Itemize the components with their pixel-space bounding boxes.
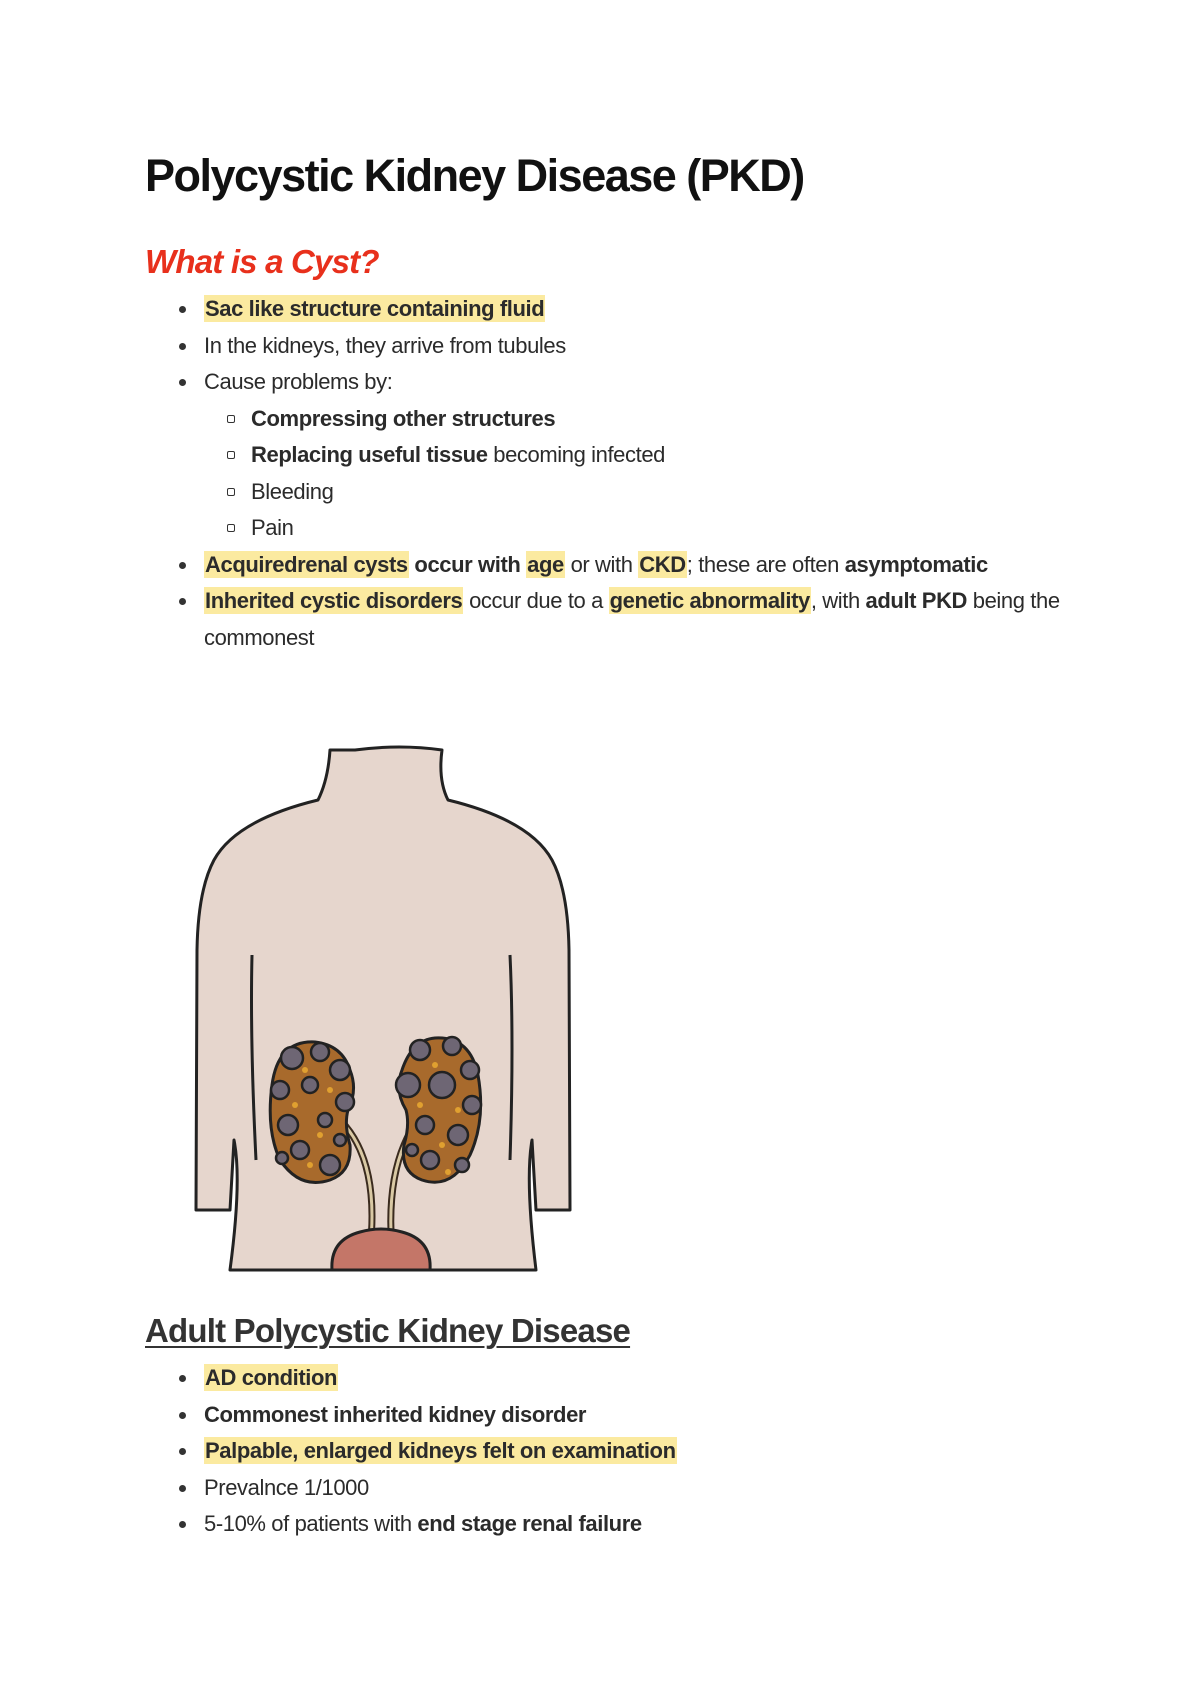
torso-kidney-illustration <box>180 740 620 1280</box>
section-heading-adult-pkd: Adult Polycystic Kidney Disease <box>145 1312 631 1349</box>
list-item: Commonest inherited kidney disorder <box>204 1397 1064 1434</box>
list-item: 5-10% of patients with end stage renal failure <box>204 1506 1064 1543</box>
sub-list-item: Compressing other structures <box>251 401 1064 438</box>
list-item: Sac like structure containing fluid <box>204 291 1064 328</box>
list-item: In the kidneys, they arrive from tubules <box>204 328 1064 365</box>
cyst-bullet-list <box>204 291 1064 656</box>
section-heading-cyst: What is a Cyst? <box>145 243 379 280</box>
list-item: Prevalnce 1/1000 <box>204 1470 1064 1507</box>
page-title: Polycystic Kidney Disease (PKD) <box>145 150 804 201</box>
sub-list-item: Replacing useful tissue becoming infected <box>251 437 1064 474</box>
sub-list-item: Bleeding <box>251 474 1064 511</box>
list-item: AD condition <box>204 1360 1064 1397</box>
adult-pkd-bullet-list <box>204 1360 1064 1543</box>
list-item: Inherited cystic disorders occur due to a genetic abnormality, with adult PKD being the commonest <box>204 583 1064 656</box>
sub-list-item: Pain <box>251 510 1064 547</box>
list-item: Cause problems by: <box>204 364 1064 401</box>
list-item: Acquiredrenal cysts occur with age or with CKD; these are often asymptomatic <box>204 547 1064 584</box>
list-item: Palpable, enlarged kidneys felt on examination <box>204 1433 1064 1470</box>
